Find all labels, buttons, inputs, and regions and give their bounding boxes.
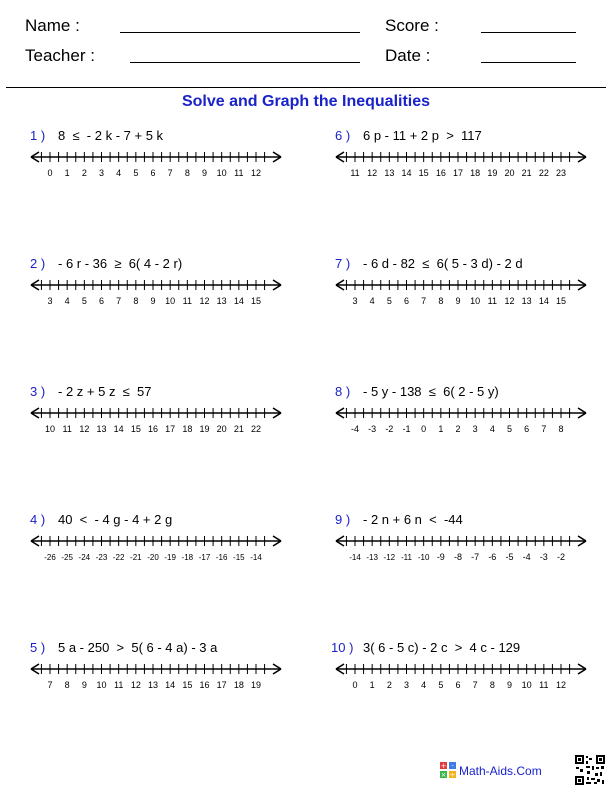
number-line[interactable] <box>335 400 587 440</box>
problem-inequality: - 6 r - 36 ≥ 6( 4 - 2 r) <box>58 256 183 271</box>
number-line[interactable] <box>335 272 587 312</box>
tick-label: 9 <box>455 296 461 306</box>
tick-label: 13 <box>384 168 395 178</box>
tick-label: 11 <box>113 680 124 690</box>
math-aids-logo <box>440 762 542 778</box>
tick-label: 8 <box>438 296 444 306</box>
tick-label: 7 <box>472 680 478 690</box>
tick-label: -9 <box>436 552 445 562</box>
tick-label: 1 <box>438 424 444 434</box>
problem-inequality: 6 p - 11 + 2 p > 117 <box>363 128 482 143</box>
tick-label: 8 <box>184 168 190 178</box>
tick-label: 19 <box>199 424 210 434</box>
problem-number: 9 ) <box>335 512 351 527</box>
tick-label: -14 <box>349 553 361 562</box>
date-field[interactable] <box>481 62 576 63</box>
number-line[interactable] <box>30 272 282 312</box>
tick-label: 13 <box>96 424 107 434</box>
tick-label: -23 <box>95 553 108 562</box>
tick-label: 7 <box>116 296 122 306</box>
problem-number: 3 ) <box>30 384 46 399</box>
tick-label: -6 <box>488 552 497 562</box>
tick-label: 12 <box>199 296 210 306</box>
tick-label: -13 <box>366 553 378 562</box>
tick-label: 15 <box>555 296 567 306</box>
tick-label: 8 <box>64 680 70 690</box>
tick-label: -2 <box>385 424 394 434</box>
tick-label: 14 <box>401 168 412 178</box>
number-line[interactable] <box>30 656 282 696</box>
tick-label: 19 <box>487 168 498 178</box>
tick-label: -18 <box>181 553 194 562</box>
tick-label: 10 <box>44 424 56 434</box>
math-aids-link[interactable]: Math-Aids.Com <box>459 764 542 778</box>
tick-label: 5 <box>81 296 87 306</box>
qr-code-icon <box>574 754 606 786</box>
tick-label: 9 <box>150 296 156 306</box>
tick-label: 18 <box>182 424 193 434</box>
tick-label: 12 <box>367 168 378 178</box>
problem-inequality: - 2 n + 6 n < -44 <box>363 512 463 527</box>
tick-label: 1 <box>369 680 375 690</box>
svg-text:×: × <box>440 771 447 778</box>
problem-inequality: 3( 6 - 5 c) - 2 c > 4 c - 129 <box>363 640 521 655</box>
tick-label: 3 <box>47 296 53 306</box>
tick-label: -19 <box>164 553 176 562</box>
tick-label: 0 <box>421 424 427 434</box>
tick-label: 19 <box>250 680 262 690</box>
tick-label: 11 <box>62 424 72 434</box>
tick-label: 22 <box>250 424 262 434</box>
problem-number: 7 ) <box>335 256 351 271</box>
tick-label: 4 <box>489 424 495 434</box>
tick-label: 2 <box>81 168 87 178</box>
tick-label: -12 <box>383 553 396 562</box>
svg-text:÷: ÷ <box>449 771 456 778</box>
tick-label: -8 <box>453 552 463 562</box>
tick-label: 10 <box>521 680 532 690</box>
tick-label: 22 <box>538 168 549 178</box>
tick-label: 23 <box>555 168 567 178</box>
tick-label: -16 <box>215 553 228 562</box>
tick-label: 4 <box>116 168 122 178</box>
tick-label: -3 <box>539 552 548 562</box>
tick-label: 5 <box>506 424 513 434</box>
tick-label: -10 <box>417 553 430 562</box>
tick-label: 14 <box>233 296 244 306</box>
tick-label: 9 <box>81 680 87 690</box>
problem-2 <box>335 128 605 188</box>
tick-label: 10 <box>216 168 227 178</box>
tick-label: 6 <box>98 296 105 306</box>
tick-label: 12 <box>250 168 262 178</box>
tick-label: 5 <box>386 296 392 306</box>
tick-label: 3 <box>472 424 478 434</box>
date-label: Date : <box>385 46 431 65</box>
teacher-field[interactable] <box>130 62 360 63</box>
tick-label: 0 <box>352 680 358 690</box>
number-line[interactable] <box>335 656 587 696</box>
tick-label: -22 <box>112 553 125 562</box>
problem-inequality: - 5 y - 138 ≤ 6( 2 - 5 y) <box>363 384 499 399</box>
tick-label: 20 <box>504 168 515 178</box>
problem-7 <box>30 512 300 572</box>
number-line[interactable] <box>335 144 587 184</box>
problem-number: 1 ) <box>30 128 46 143</box>
tick-label: -17 <box>198 553 211 562</box>
tick-label: 3 <box>352 296 358 306</box>
tick-label: 6 <box>150 168 156 178</box>
tick-label: -4 <box>350 424 360 434</box>
tick-label: 6 <box>524 424 530 434</box>
svg-text:-: - <box>451 762 454 770</box>
tick-label: -11 <box>401 553 412 562</box>
tick-label: 15 <box>418 168 429 178</box>
problem-3 <box>30 256 300 316</box>
tick-label: 7 <box>167 168 173 178</box>
tick-label: 3 <box>403 680 410 690</box>
tick-label: 4 <box>369 296 375 306</box>
tick-label: 0 <box>47 168 53 178</box>
number-line[interactable] <box>30 144 282 184</box>
problem-6 <box>335 384 605 444</box>
tick-label: 2 <box>455 424 461 434</box>
tick-label: 21 <box>233 424 244 434</box>
tick-label: 18 <box>233 680 244 690</box>
tick-label: -25 <box>61 553 73 562</box>
calculator-icon <box>440 762 456 778</box>
tick-label: 1 <box>64 168 70 178</box>
problem-inequality: - 6 d - 82 ≤ 6( 5 - 3 d) - 2 d <box>363 256 523 271</box>
number-line[interactable] <box>30 400 282 440</box>
tick-label: 16 <box>199 680 210 690</box>
tick-label: 4 <box>64 296 70 306</box>
tick-label: 10 <box>96 680 107 690</box>
tick-label: -4 <box>522 552 531 562</box>
tick-label: 4 <box>421 680 427 690</box>
problem-5 <box>30 384 300 444</box>
problem-number: 6 ) <box>335 128 351 143</box>
tick-label: 12 <box>130 680 141 690</box>
tick-label: 7 <box>421 296 427 306</box>
tick-label: 10 <box>165 296 176 306</box>
tick-label: -21 <box>130 553 142 562</box>
tick-label: -15 <box>233 553 245 562</box>
problem-number: 5 ) <box>30 640 46 655</box>
tick-label: 16 <box>435 168 446 178</box>
tick-label: 11 <box>487 296 498 306</box>
tick-label: -20 <box>147 553 159 562</box>
tick-label: -5 <box>505 552 514 562</box>
tick-label: 17 <box>452 168 464 178</box>
problem-number: 10 ) <box>331 640 354 655</box>
name-field[interactable] <box>120 32 360 33</box>
problem-8 <box>335 512 605 572</box>
tick-label: 11 <box>350 168 360 178</box>
tick-label: 9 <box>506 680 513 690</box>
tick-label: -2 <box>556 552 566 562</box>
tick-label: -1 <box>402 424 411 434</box>
tick-label: 5 <box>133 168 139 178</box>
tick-label: 6 <box>455 680 461 690</box>
tick-label: 21 <box>521 168 532 178</box>
teacher-label: Teacher : <box>25 46 95 65</box>
worksheet-title: Solve and Graph the Inequalities <box>181 93 431 110</box>
tick-label: -26 <box>44 553 56 562</box>
problem-inequality: 8 ≤ - 2 k - 7 + 5 k <box>58 128 164 143</box>
tick-label: 7 <box>541 424 547 434</box>
problem-9 <box>30 640 300 700</box>
tick-label: -24 <box>78 553 91 562</box>
tick-label: 15 <box>182 680 193 690</box>
tick-label: 11 <box>234 168 244 178</box>
problem-inequality: 40 < - 4 g - 4 + 2 g <box>58 512 173 527</box>
tick-label: 17 <box>216 680 227 690</box>
tick-label: 5 <box>438 680 444 690</box>
problem-number: 2 ) <box>30 256 46 271</box>
problem-10 <box>331 640 605 700</box>
tick-label: 13 <box>147 680 159 690</box>
tick-label: 14 <box>538 296 549 306</box>
tick-label: 15 <box>250 296 262 306</box>
number-line[interactable] <box>30 528 282 568</box>
tick-label: 14 <box>165 680 176 690</box>
problem-number: 4 ) <box>30 512 46 527</box>
problem-1 <box>30 128 300 188</box>
tick-label: 2 <box>386 680 392 690</box>
tick-label: -7 <box>471 552 480 562</box>
tick-label: 18 <box>470 168 481 178</box>
tick-label: 8 <box>558 424 564 434</box>
tick-label: 8 <box>489 680 495 690</box>
tick-label: 11 <box>539 680 549 690</box>
number-line[interactable] <box>335 528 587 568</box>
tick-label: 3 <box>98 168 105 178</box>
svg-text:+: + <box>440 762 447 770</box>
problem-inequality: 5 a - 250 > 5( 6 - 4 a) - 3 a <box>58 640 218 655</box>
tick-label: 6 <box>403 296 410 306</box>
tick-label: 12 <box>504 296 515 306</box>
tick-label: 13 <box>521 296 532 306</box>
tick-label: 9 <box>201 168 208 178</box>
tick-label: 12 <box>555 680 567 690</box>
tick-label: 17 <box>165 424 176 434</box>
problem-4 <box>335 256 605 316</box>
tick-label: 10 <box>470 296 481 306</box>
tick-label: 11 <box>182 296 193 306</box>
tick-label: 20 <box>216 424 227 434</box>
tick-label: 8 <box>133 296 139 306</box>
tick-label: -3 <box>368 424 377 434</box>
name-label: Name : <box>25 16 80 35</box>
problem-number: 8 ) <box>335 384 351 399</box>
tick-label: 7 <box>47 680 53 690</box>
tick-label: 14 <box>113 424 124 434</box>
score-field[interactable] <box>481 32 576 33</box>
tick-label: 13 <box>216 296 227 306</box>
problem-inequality: - 2 z + 5 z ≤ 57 <box>58 384 152 399</box>
header-divider <box>6 87 606 88</box>
score-label: Score : <box>385 16 439 35</box>
tick-label: -14 <box>250 553 262 562</box>
tick-label: 16 <box>147 424 159 434</box>
tick-label: 15 <box>130 424 141 434</box>
tick-label: 12 <box>79 424 90 434</box>
